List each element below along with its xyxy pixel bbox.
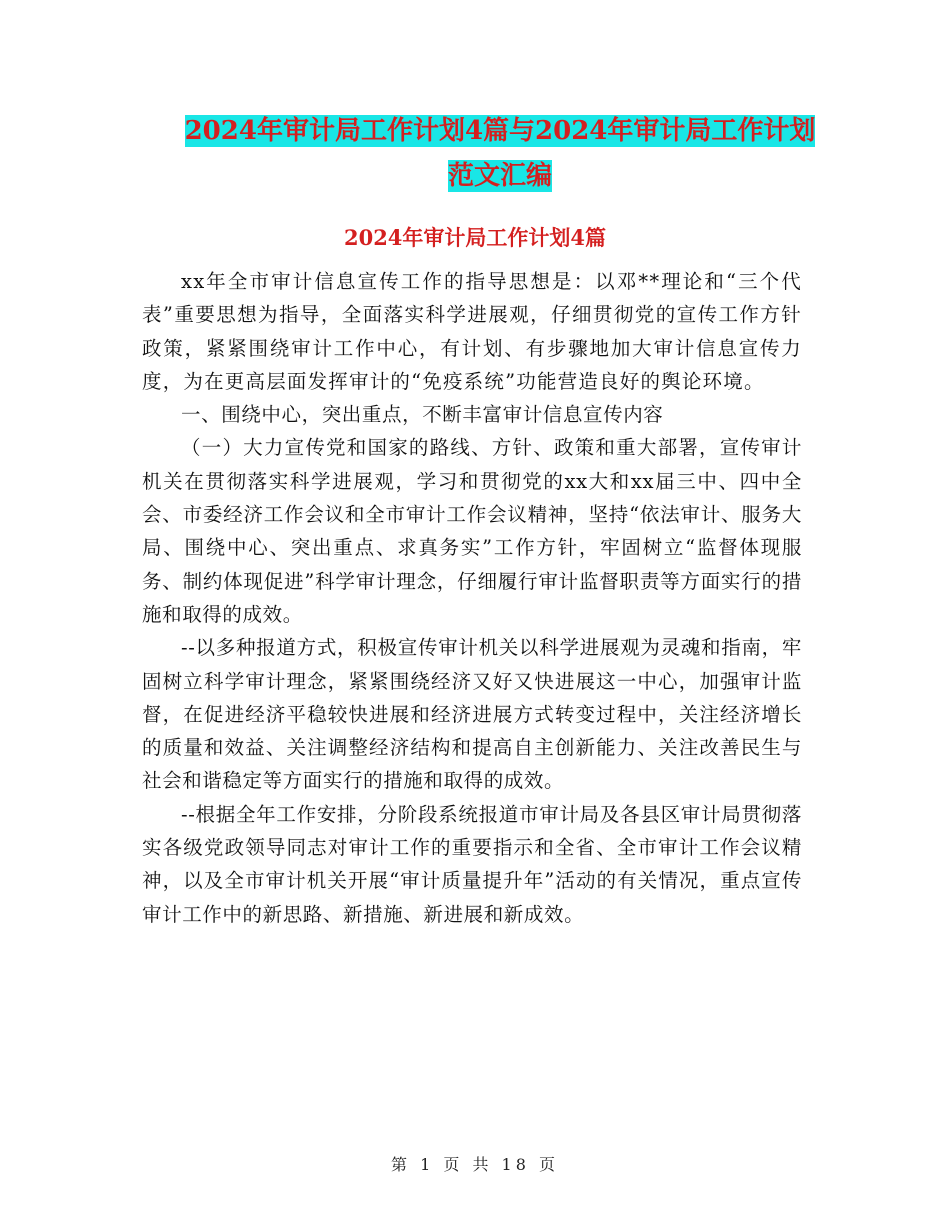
- paragraph-5: --根据全年工作安排，分阶段系统报道市审计局及各县区审计局贯彻落实各级党政领导同志对审计工作的重要指示和全省、全市审计工作会议精神，以及全市审计机关开展“审计质量提升年”活动的有关情况，重点宣传审计工作中的新思路、新措施、新进展和新成效。: [142, 802, 802, 926]
- document-title-line-2: [140, 155, 860, 197]
- paragraph-3: （一）大力宣传党和国家的路线、方针、政策和重大部署，宣传审计机关在贯彻落实科学进展观，学习和贯彻党的xx大和xx届三中、四中全会、市委经济工作会议和全市审计工作会议精神，坚持“依法审计、服务大局、围绕中心、突出重点、求真务实”工作方针，牢固树立“监督体现服务、制约体现促进”科学审计理念，仔细履行审计监督职责等方面实行的措施和取得的成效。: [142, 436, 802, 626]
- paragraph-1: xx年全市审计信息宣传工作的指导思想是：以邓**理论和“三个代表”重要思想为指导，全面落实科学进展观，仔细贯彻党的宣传工作方针政策，紧紧围绕审计工作中心，有计划、有步骤地加大审计信息宣传力度，为在更高层面发挥审计的“免疫系统”功能营造良好的舆论环境。: [142, 270, 802, 393]
- paragraph-2: 一、围绕中心，突出重点，不断丰富审计信息宣传内容: [181, 403, 664, 427]
- title-highlight-2: 范文汇编: [447, 161, 552, 191]
- document-title-line-1: [140, 110, 860, 152]
- page-footer: 第 1 页 共 18 页: [391, 1155, 559, 1174]
- section-heading: 2024年审计局工作计划4篇: [343, 225, 607, 250]
- document-body: [142, 265, 802, 931]
- paragraph-4: --以多种报道方式，积极宣传审计机关以科学进展观为灵魂和指南，牢固树立科学审计理念，紧紧围绕经济又好又快进展这一中心，加强审计监督，在促进经济平稳较快进展和经济进展方式转变过程中，关注经济增长的质量和效益、关注调整经济结构和提高自主创新能力、关注改善民生与社会和谐稳定等方面实行的措施和取得的成效。: [142, 636, 802, 793]
- title-highlight-1: 2024年审计局工作计划4篇与2024年审计局工作计划: [184, 116, 816, 146]
